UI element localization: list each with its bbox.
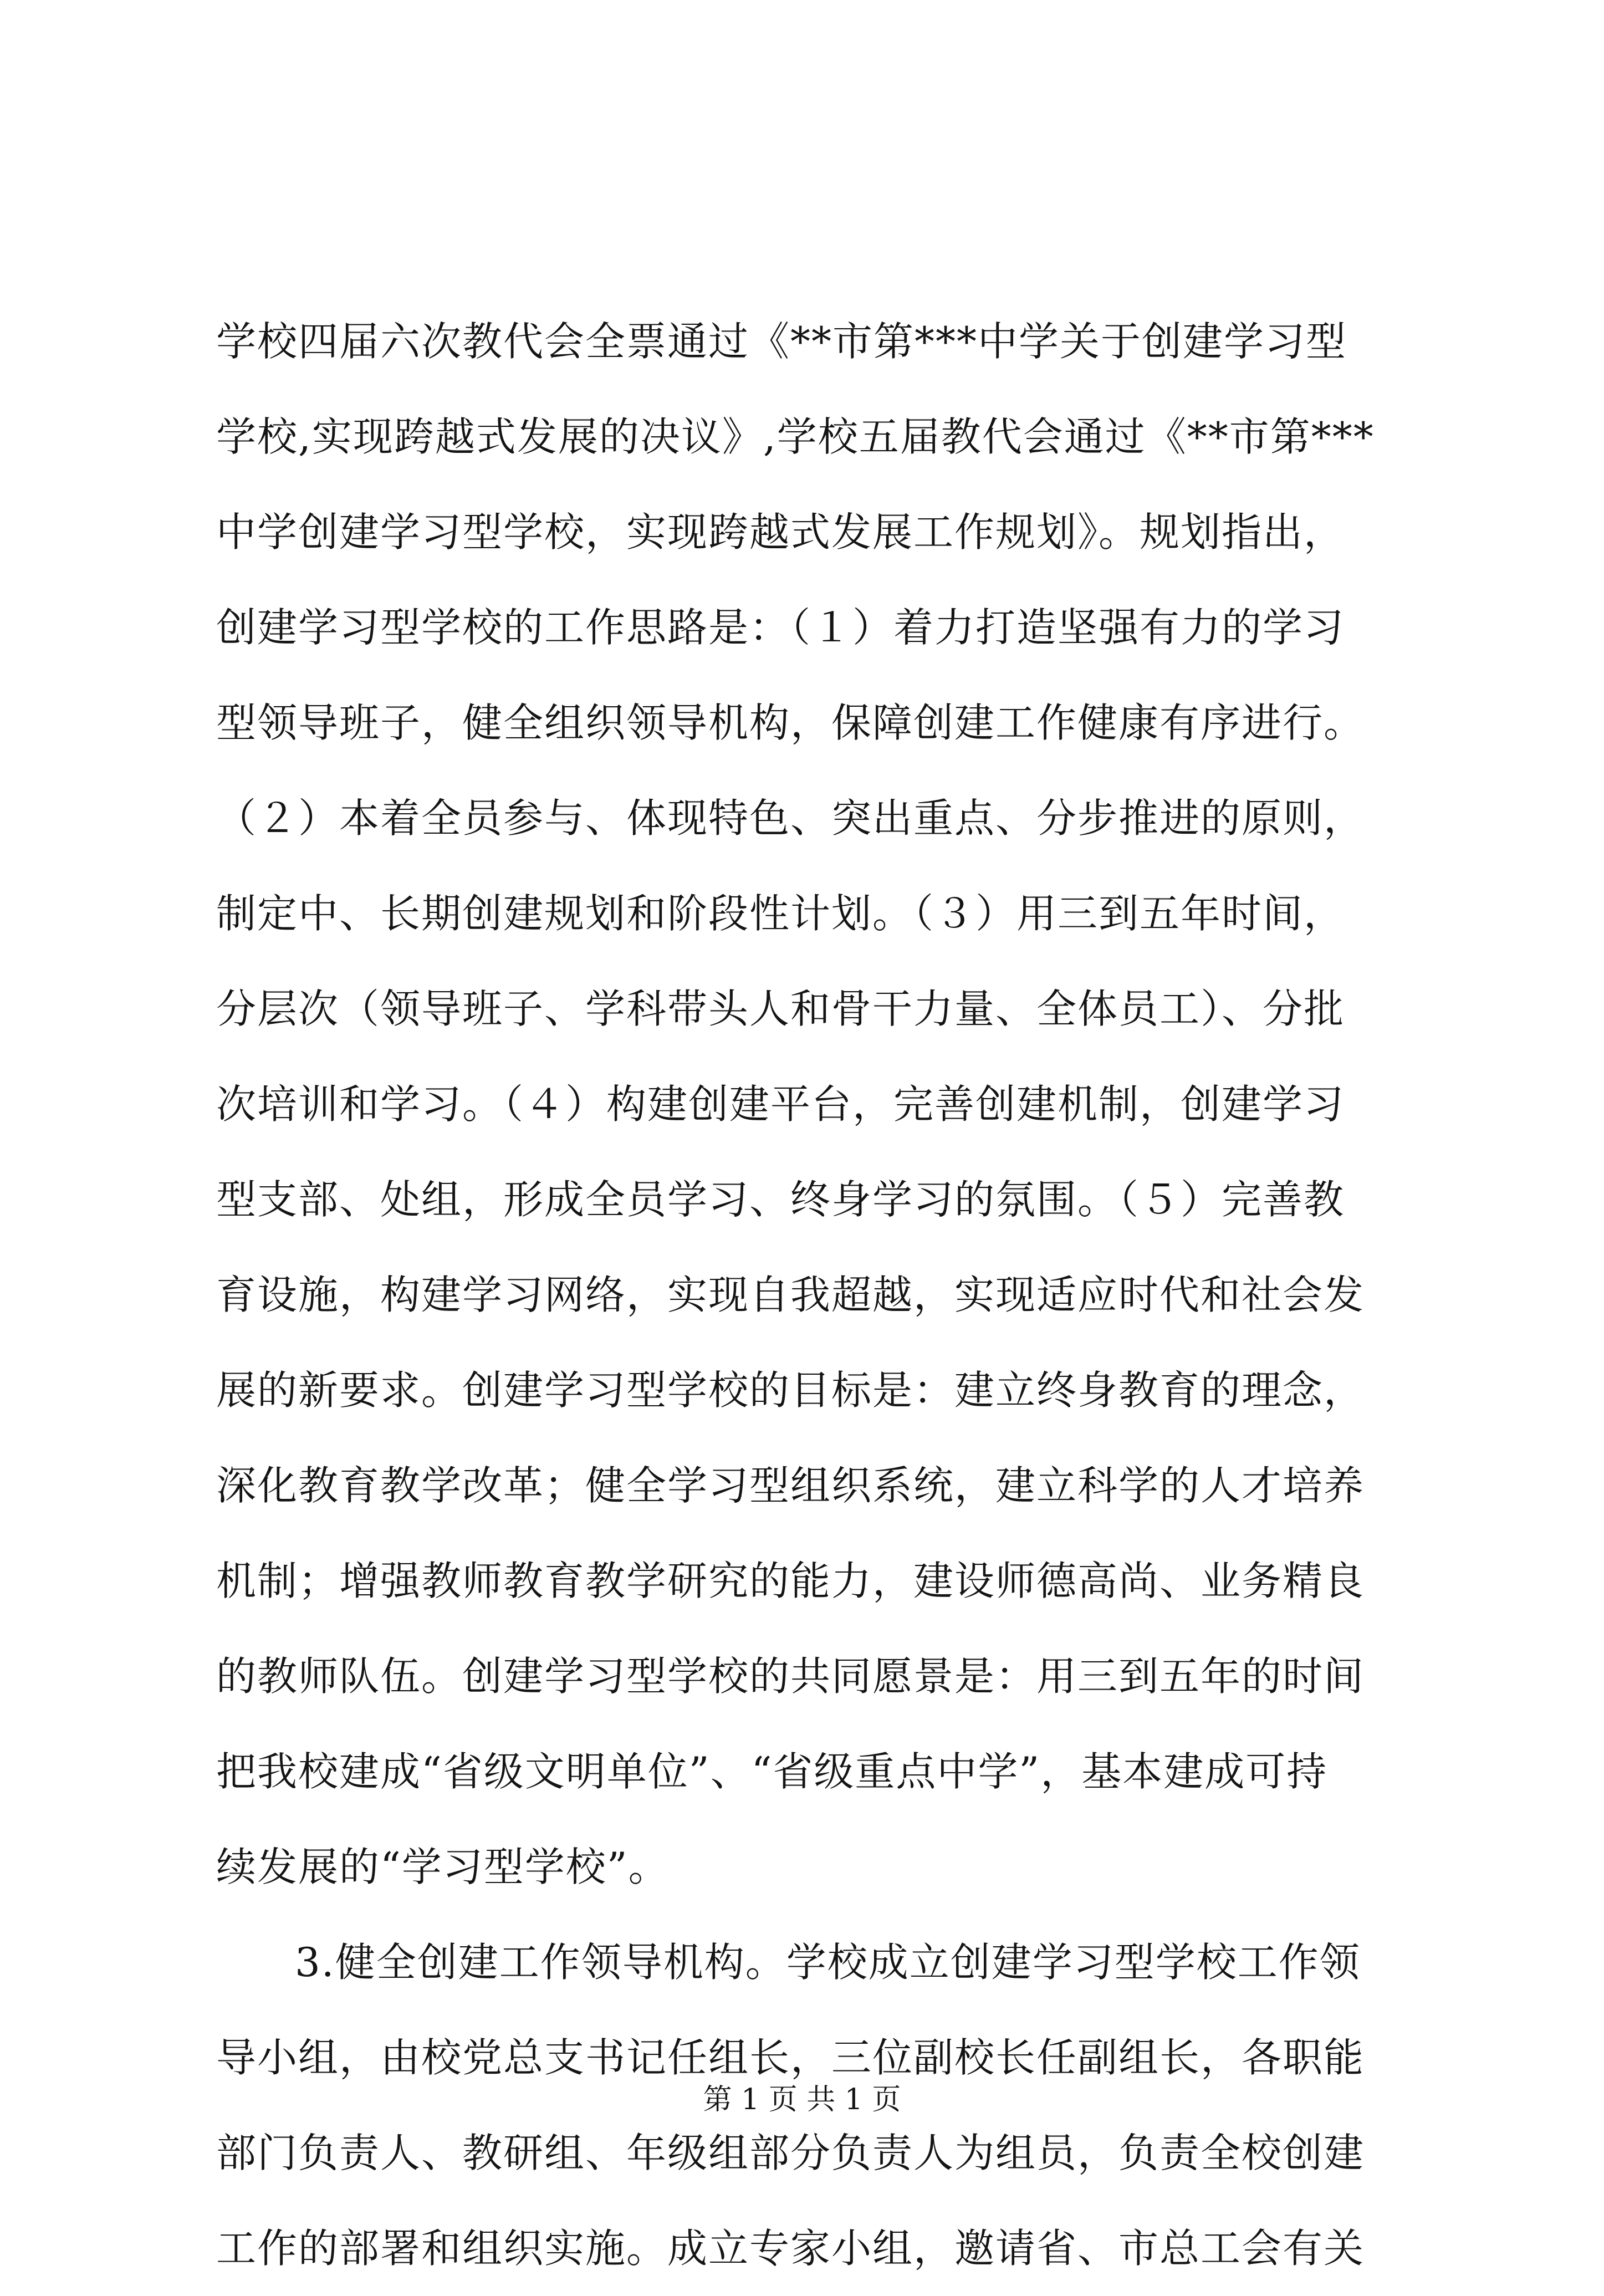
- text-line: 型支部、处组，形成全员学习、终身学习的氛围。（５）完善教: [216, 1176, 1345, 1223]
- text-line: （２）本着全员参与、体现特色、突出重点、分步推进的原则，: [216, 795, 1365, 841]
- text-line: 学校四届六次教代会全票通过《**市第***中学关于创建学习型: [216, 318, 1347, 365]
- text-line: 次培训和学习。（４）构建创建平台，完善创建机制，创建学习: [216, 1081, 1345, 1127]
- text-line: 深化教育教学改革；健全学习型组织系统，建立科学的人才培养: [216, 1462, 1365, 1509]
- text-line: 工作的部署和组织实施。成立专家小组，邀请省、市总工会有关: [216, 2225, 1365, 2272]
- text-line: 型领导班子，健全组织领导机构，保障创建工作健康有序进行。: [216, 700, 1365, 746]
- text-line: 的教师队伍。创建学习型学校的共同愿景是：用三到五年的时间: [216, 1653, 1365, 1700]
- text-line: 育设施，构建学习网络，实现自我超越，实现适应时代和社会发: [216, 1272, 1365, 1318]
- text-line: 展的新要求。创建学习型学校的目标是：建立终身教育的理念，: [216, 1367, 1365, 1414]
- text-line: 导小组，由校党总支书记任组长，三位副校长任副组长，各职能: [216, 2034, 1365, 2081]
- text-line: 机制；增强教师教育教学研究的能力，建设师德高尚、业务精良: [216, 1558, 1365, 1604]
- text-line: 创建学习型学校的工作思路是：（１）着力打造坚强有力的学习: [216, 604, 1345, 651]
- text-line: 学校,实现跨越式发展的决议》,学校五届教代会通过《**市第***: [216, 414, 1375, 460]
- text-line: 中学创建学习型学校，实现跨越式发展工作规划》。规划指出，: [216, 509, 1345, 555]
- text-line: 续发展的“学习型学校”。: [216, 1844, 670, 1890]
- text-line: 制定中、长期创建规划和阶段性计划。（３）用三到五年时间，: [216, 890, 1345, 937]
- page-footer: 第 1 页 共 1 页: [703, 2083, 901, 2116]
- text-line: 部门负责人、教研组、年级组部分负责人为组员，负责全校创建: [216, 2130, 1365, 2176]
- section-heading-line: 3.健全创建工作领导机构。学校成立创建学习型学校工作领: [295, 1939, 1361, 1986]
- text-line: 分层次（领导班子、学科带头人和骨干力量、全体员工）、分批: [216, 986, 1345, 1032]
- text-line: 把我校建成“省级文明单位”、“省级重点中学”，基本建成可持: [216, 1748, 1328, 1795]
- document-body: [216, 294, 1408, 2296]
